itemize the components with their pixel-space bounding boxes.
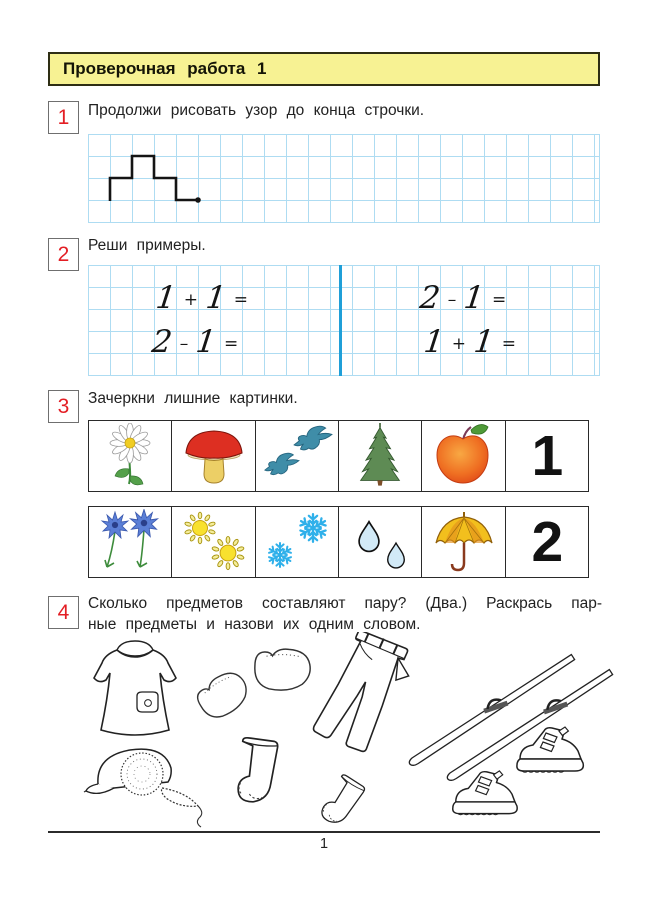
task4-instruction-line2: ные предметы и назови их одним словом.	[88, 616, 421, 633]
cell-fir-tree[interactable]	[339, 421, 422, 491]
cell-birds[interactable]	[256, 421, 339, 491]
picture-table-row2	[88, 506, 589, 578]
footer-rule	[48, 831, 600, 833]
equation-right-1	[417, 280, 507, 316]
task1-number: 1	[57, 105, 70, 129]
equation-right-2	[421, 324, 516, 360]
number-2-label: 2	[531, 510, 563, 574]
worksheet-title: Проверочная работа 1	[63, 59, 267, 78]
cell-drops[interactable]	[339, 507, 422, 577]
equals-sign: =	[501, 334, 516, 354]
cell-number-1[interactable]	[506, 421, 588, 491]
cell-cornflowers[interactable]	[89, 507, 172, 577]
boot-drawing[interactable]	[517, 727, 583, 772]
cell-snowflakes[interactable]	[256, 507, 339, 577]
two-cornflowers-icon	[91, 509, 169, 575]
task1-instruction: Продолжи рисовать узор до конца строчки.	[88, 102, 425, 119]
task1-step-pattern-drawing	[88, 134, 600, 223]
operand: 2	[149, 324, 175, 360]
two-water-drops-icon	[341, 509, 419, 575]
operator: +	[183, 290, 198, 310]
cell-mushroom[interactable]	[172, 421, 255, 491]
cell-chamomile[interactable]	[89, 421, 172, 491]
operator: –	[179, 334, 189, 354]
cell-umbrella[interactable]	[422, 507, 505, 577]
task4-instruction	[88, 593, 602, 635]
boot-drawing[interactable]	[453, 771, 517, 815]
operand: 1	[153, 280, 179, 316]
operand: 1	[194, 324, 219, 360]
operand: 2	[417, 280, 443, 316]
column-divider-line	[339, 265, 342, 376]
dress-drawing[interactable]	[94, 641, 176, 735]
umbrella-icon	[424, 509, 502, 575]
operator: –	[447, 290, 457, 310]
mitten-drawing[interactable]	[248, 639, 315, 699]
pattern-end-dot	[195, 197, 201, 203]
task4-instruction-line1: Сколько предметов составляют пару? (Два.) Раскрась пар-	[88, 595, 602, 612]
clothing-items-drawing	[60, 632, 620, 832]
worksheet-title-banner	[48, 52, 600, 86]
task3-number: 3	[57, 394, 70, 418]
equation-left-1	[153, 280, 248, 316]
task2-instruction: Реши примеры.	[88, 237, 206, 254]
cell-apple[interactable]	[422, 421, 505, 491]
equals-sign: =	[223, 334, 239, 354]
operand: 1	[471, 324, 496, 360]
picture-table-row1	[88, 420, 589, 492]
number-1-label: 1	[531, 424, 563, 488]
equation-left-2	[149, 324, 239, 360]
two-suns-icon	[174, 509, 252, 575]
cell-number-2[interactable]	[506, 507, 588, 577]
mushroom-icon	[174, 423, 252, 489]
equals-sign: =	[233, 290, 248, 310]
task3-instruction: Зачеркни лишние картинки.	[88, 390, 298, 407]
apple-icon	[424, 423, 502, 489]
chamomile-flower-icon	[91, 423, 169, 489]
task1-number-box	[48, 101, 79, 134]
task2-number: 2	[57, 242, 70, 266]
fur-hat-drawing[interactable]	[84, 749, 202, 827]
fir-tree-icon	[341, 423, 419, 489]
two-snowflakes-icon	[258, 509, 336, 575]
operand: 1	[462, 280, 487, 316]
operand: 1	[421, 324, 447, 360]
page-number: 1	[319, 836, 329, 852]
trousers-drawing[interactable]	[312, 632, 419, 758]
task4-number: 4	[57, 600, 70, 624]
sock-drawing[interactable]	[319, 773, 367, 830]
mitten-drawing[interactable]	[193, 670, 251, 722]
two-birds-icon	[258, 423, 336, 489]
task3-number-box	[48, 390, 79, 423]
task2-number-box	[48, 238, 79, 271]
operand: 1	[203, 280, 228, 316]
equals-sign: =	[491, 290, 507, 310]
task4-number-box	[48, 596, 79, 629]
operator: +	[451, 334, 466, 354]
sock-drawing[interactable]	[238, 738, 277, 802]
cell-suns[interactable]	[172, 507, 255, 577]
